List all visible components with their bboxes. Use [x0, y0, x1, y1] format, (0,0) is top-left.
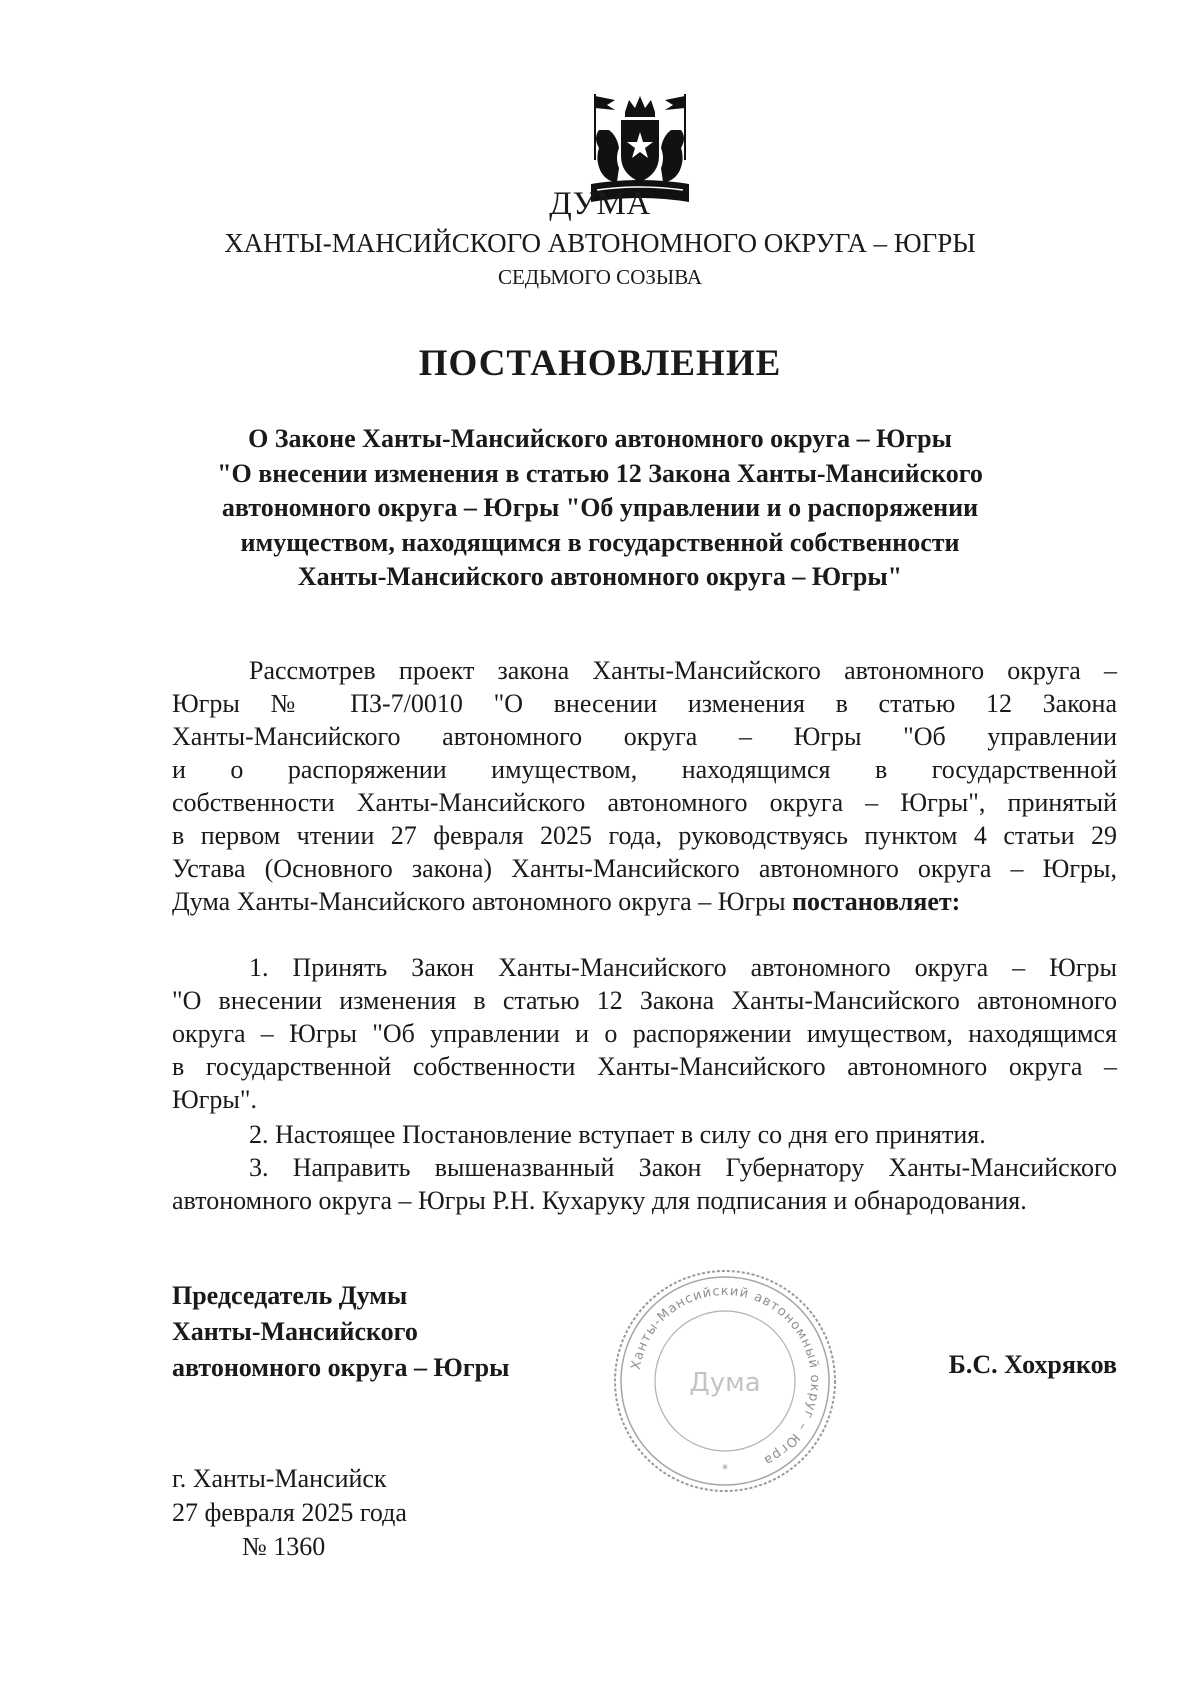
stamp-ring-text: Ханты-Мансийский автономный округ – Югра: [628, 1283, 823, 1469]
item1-line: округа – Югры "Об управлении и о распоряжении имуществом, находящимся: [172, 1019, 1117, 1048]
intro-line: Ханты-Мансийского автономного округа – Югры "Об управлении: [172, 722, 1117, 751]
item2-line: 2. Настоящее Постановление вступает в силу со дня его принятия.: [249, 1120, 986, 1149]
resolves-word: постановляет:: [792, 887, 961, 916]
organization-duma: ДУМА: [549, 186, 651, 222]
signatory-title-line: Председатель Думы: [172, 1281, 408, 1310]
footer-number: № 1360: [242, 1532, 326, 1561]
svg-text:*: *: [722, 1462, 728, 1476]
item1-line: в государственной собственности Ханты-Мансийского автономного округа –: [172, 1052, 1117, 1081]
intro-paragraph: [172, 654, 1117, 918]
subject-line: имуществом, находящимся в государственной собственности: [240, 527, 960, 557]
document-subject: [0, 422, 1200, 595]
intro-line: Устава (Основного закона) Ханты-Мансийского автономного округа – Югры,: [172, 854, 1117, 883]
stamp-center-text: Дума: [689, 1368, 761, 1398]
item3-line: 3. Направить вышеназванный Закон Губернатору Ханты-Мансийского: [249, 1153, 1117, 1182]
footer-date: 27 февраля 2025 года: [172, 1498, 407, 1527]
signatory-title: [172, 1278, 509, 1386]
resolution-item-1: [172, 951, 1117, 1116]
intro-line: Югры № ПЗ-7/0010 "О внесении изменения в статью 12 Закона: [172, 689, 1117, 718]
item3-line-last: автономного округа – Югры Р.Н. Кухаруку для подписания и обнародования.: [172, 1186, 1027, 1215]
intro-last-text: Дума Ханты-Мансийского автономного округа – Югры: [172, 887, 786, 916]
intro-line: Рассмотрев проект закона Ханты-Мансийского автономного округа –: [249, 656, 1117, 685]
intro-line: собственности Ханты-Мансийского автономного округа – Югры", принятый: [172, 788, 1117, 817]
organization-convocation: СЕДЬМОГО СОЗЫВА: [497, 265, 703, 289]
footer-city: г. Ханты-Мансийск: [172, 1464, 387, 1493]
subject-line: Ханты-Мансийского автономного округа – Югры": [297, 562, 903, 591]
item1-line: "О внесении изменения в статью 12 Закона Ханты-Мансийского автономного: [172, 986, 1117, 1015]
signatory-title-line: Ханты-Мансийского: [172, 1317, 418, 1346]
official-stamp: [609, 1265, 841, 1497]
item1-line-last: Югры".: [172, 1085, 257, 1114]
intro-line-last: [172, 885, 1117, 918]
document-type-title: ПОСТАНОВЛЕНИЕ: [418, 343, 782, 384]
item1-line: 1. Принять Закон Ханты-Мансийского автономного округа – Югры: [249, 953, 1117, 982]
signatory-name: Б.С. Хохряков: [948, 1350, 1117, 1379]
intro-line: и о распоряжении имуществом, находящимся в государственной: [172, 755, 1117, 784]
resolution-item-2: [172, 1118, 1117, 1151]
intro-line: в первом чтении 27 февраля 2025 года, руководствуясь пунктом 4 статьи 29: [172, 821, 1117, 850]
organization-region: ХАНТЫ-МАНСИЙСКОГО АВТОНОМНОГО ОКРУГА – ЮГРЫ: [224, 228, 976, 258]
subject-line: автономного округа – Югры "Об управлении и о распоряжении: [221, 493, 979, 522]
resolution-item-3: [172, 1151, 1117, 1217]
signatory-title-line: автономного округа – Югры: [172, 1353, 510, 1382]
document-footer: [172, 1462, 407, 1564]
subject-line: О Законе Ханты-Мансийского автономного округа – Югры: [248, 424, 952, 453]
subject-line: "О внесении изменения в статью 12 Закона Ханты-Мансийского: [217, 458, 983, 488]
